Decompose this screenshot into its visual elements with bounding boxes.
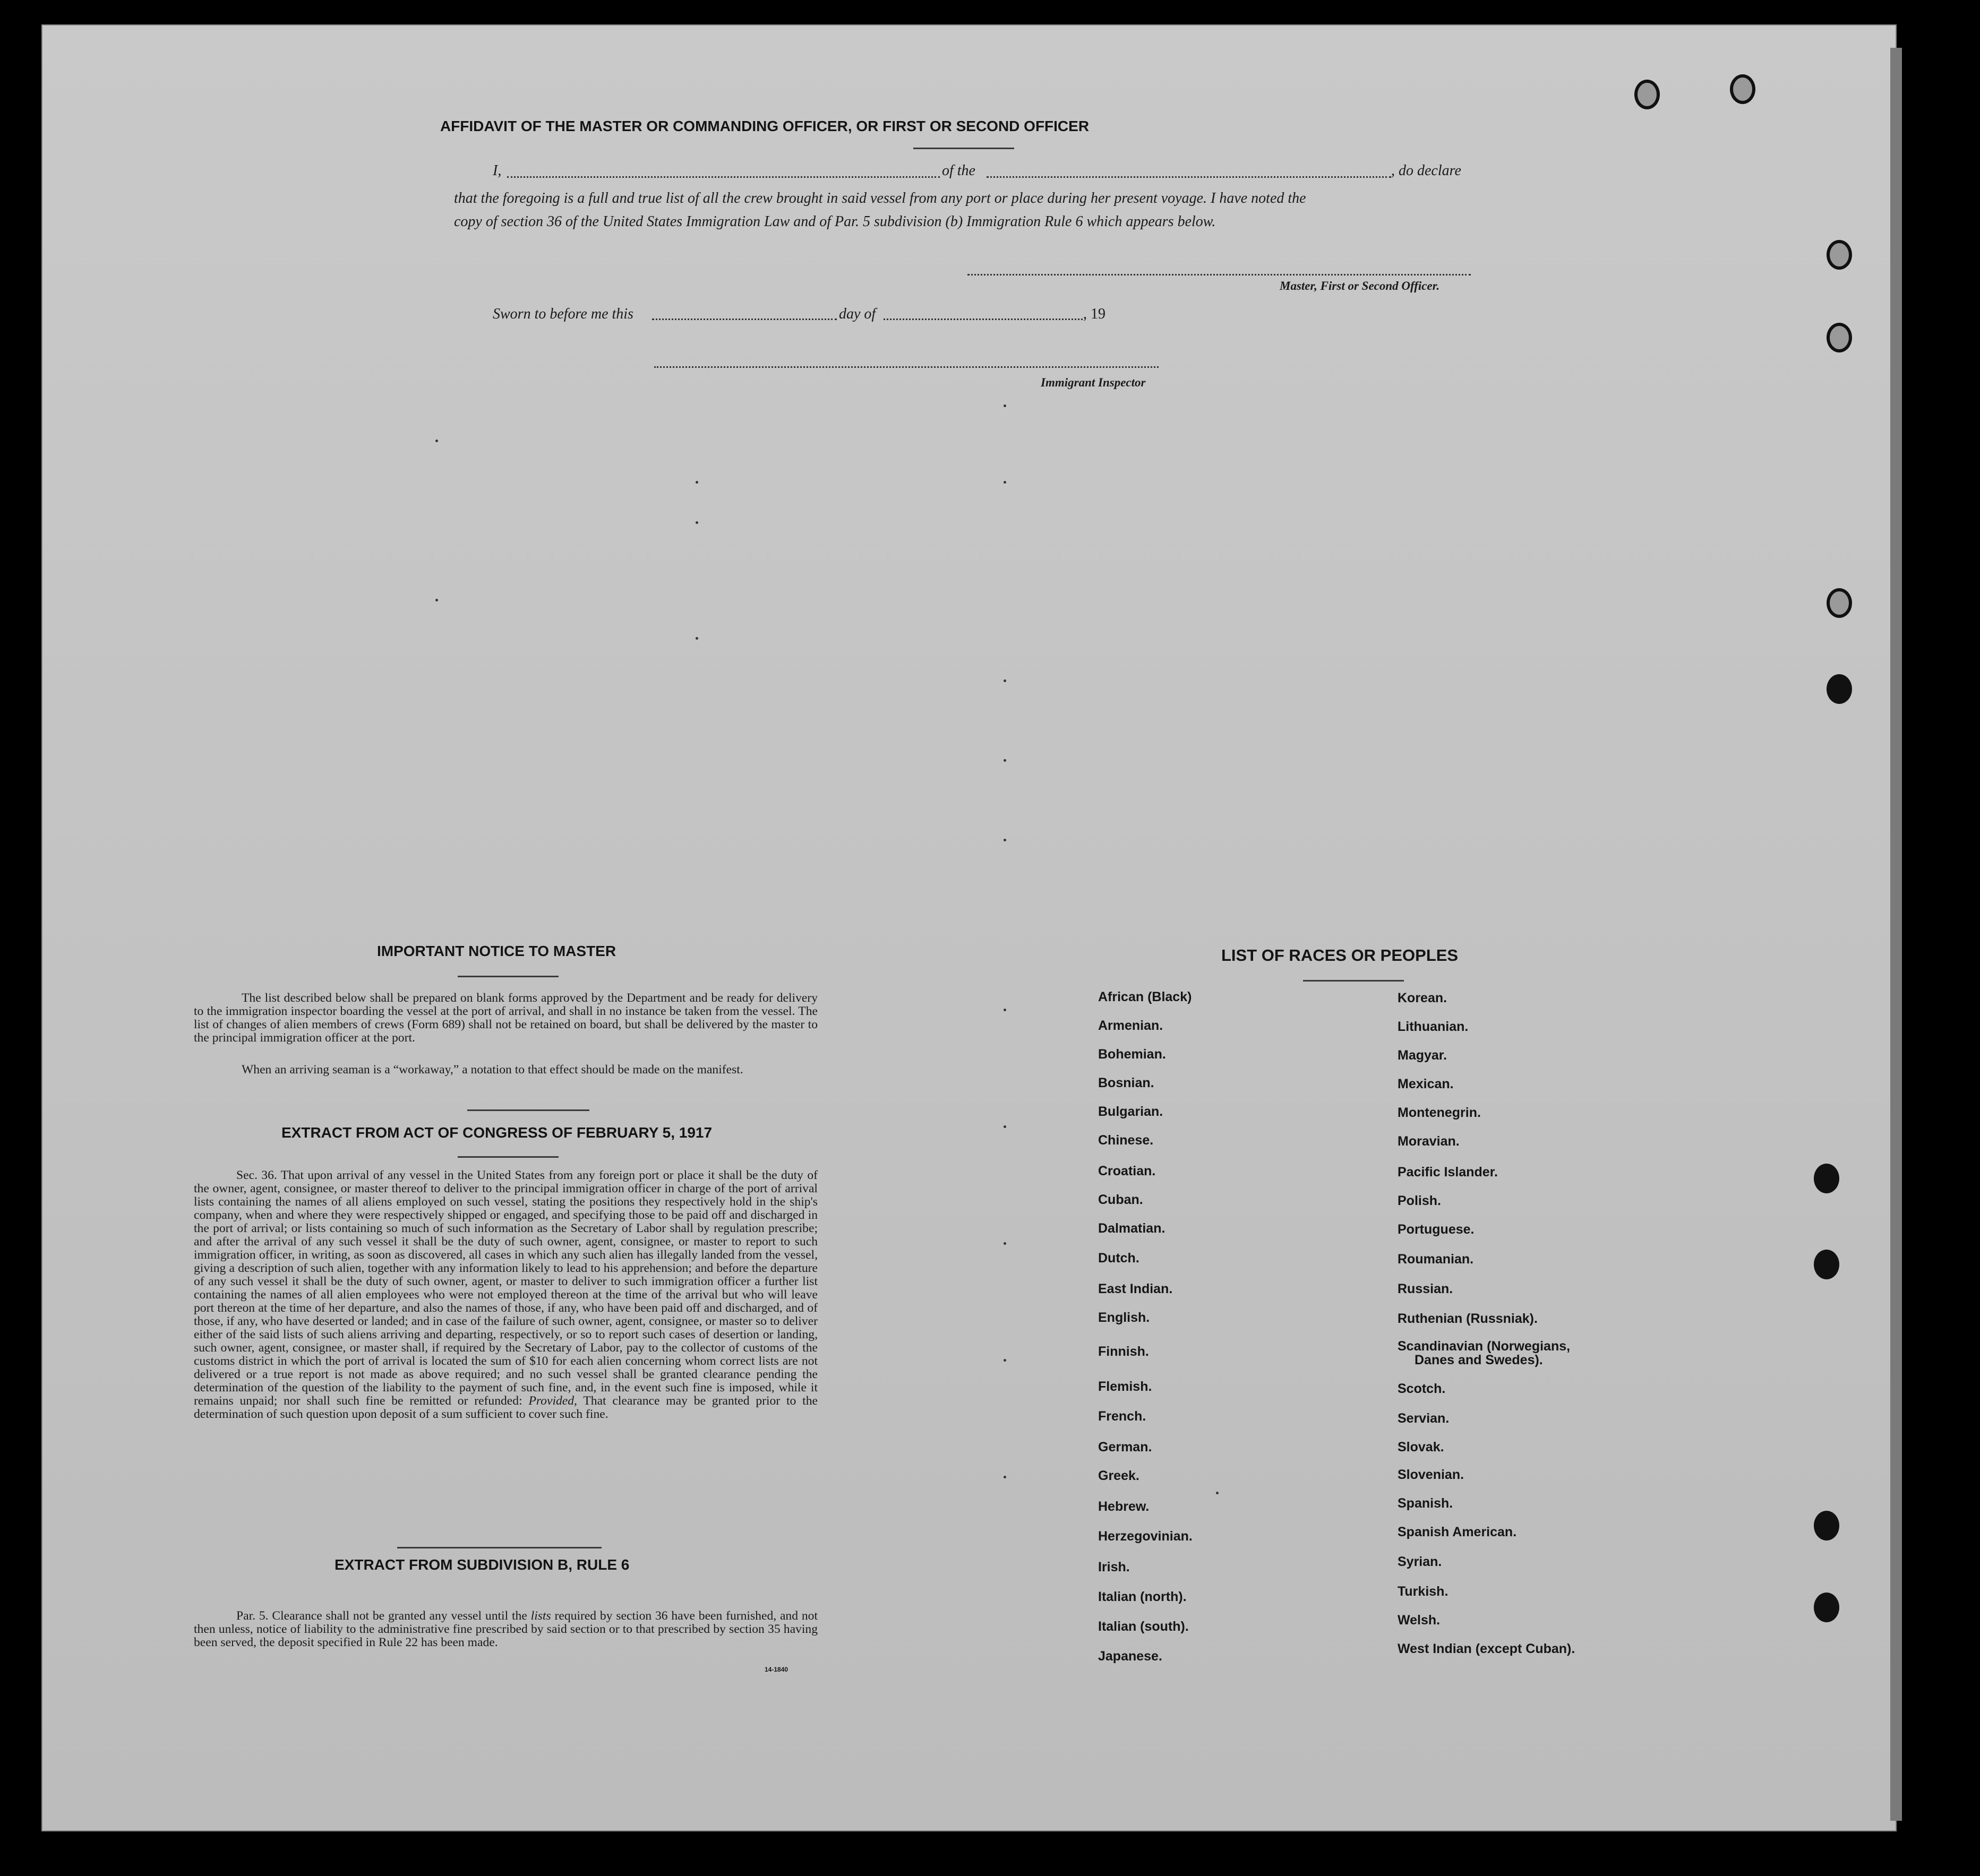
- affidavit-line1-middle: of the: [942, 162, 975, 179]
- binder-hole-icon: [1730, 74, 1755, 104]
- affidavit-title: AFFIDAVIT OF THE MASTER OR COMMANDING OFFICER, OR FIRST OR SECOND OFFICER: [440, 118, 1090, 134]
- divider: [1303, 980, 1404, 982]
- race-list-item: Magyar.: [1398, 1048, 1447, 1063]
- race-list-item: Slovak.: [1398, 1440, 1444, 1455]
- race-list-item: Bulgarian.: [1098, 1104, 1163, 1119]
- act-section-36-text: [194, 1169, 818, 1421]
- race-list-item: Korean.: [1398, 991, 1447, 1005]
- signature-caption: Master, First or Second Officer.: [1280, 279, 1440, 292]
- race-list-item: East Indian.: [1098, 1281, 1173, 1296]
- divider: [467, 1109, 589, 1111]
- race-list-item: French.: [1098, 1409, 1146, 1424]
- race-list-item: Moravian.: [1398, 1134, 1460, 1149]
- speck: [1004, 1359, 1006, 1362]
- race-list-item: African (Black): [1098, 989, 1192, 1004]
- form-number: 14-1840: [765, 1666, 788, 1673]
- section-label: Sec. 36.: [236, 1168, 277, 1182]
- race-list-item: English.: [1098, 1310, 1150, 1325]
- sworn-year: , 19: [1083, 306, 1105, 322]
- binder-hole-icon: [1827, 323, 1852, 352]
- speck: [1004, 481, 1006, 484]
- speck: [1004, 759, 1006, 762]
- rule-text-a: Par. 5. Clearance shall not be granted any vessel until the: [236, 1609, 527, 1623]
- race-list-item: Herzegovinian.: [1098, 1529, 1193, 1544]
- speck: [1004, 1009, 1006, 1011]
- document-sheet: [42, 25, 1896, 1830]
- race-list-item: Montenegrin.: [1398, 1105, 1481, 1120]
- binder-hole-icon: [1814, 1511, 1839, 1541]
- inspector-caption: Immigrant Inspector: [1041, 376, 1146, 389]
- speck: [1004, 679, 1006, 682]
- race-list-item: Bosnian.: [1098, 1075, 1154, 1090]
- divider: [397, 1547, 602, 1548]
- race-list-item: Portuguese.: [1398, 1222, 1475, 1237]
- race-list-item: Syrian.: [1398, 1554, 1442, 1569]
- notice-title: IMPORTANT NOTICE TO MASTER: [377, 943, 616, 959]
- act-extract-title: EXTRACT FROM ACT OF CONGRESS OF FEBRUARY 5, 1917: [281, 1124, 713, 1141]
- race-list-item: Armenian.: [1098, 1018, 1163, 1033]
- race-list-item: Spanish.: [1398, 1496, 1453, 1511]
- binder-hole-icon: [1827, 674, 1852, 704]
- vessel-blank[interactable]: [987, 176, 1391, 178]
- race-list-item: Italian (south).: [1098, 1619, 1189, 1634]
- race-list-item: Japanese.: [1098, 1649, 1162, 1664]
- sworn-day-blank[interactable]: [652, 319, 837, 320]
- proviso-text: That clearance may be granted prior to the determination of such question upon deposit of a sum sufficient to cover such fine.: [194, 1394, 818, 1421]
- speck: [1004, 1476, 1006, 1478]
- speck: [1004, 1242, 1006, 1245]
- binder-hole-icon: [1827, 588, 1852, 618]
- race-list-item: West Indian (except Cuban).: [1398, 1641, 1575, 1656]
- race-list-item: Welsh.: [1398, 1613, 1441, 1628]
- rule-paragraph: [194, 1610, 818, 1649]
- race-list-item: Ruthenian (Russniak).: [1398, 1311, 1538, 1326]
- speck: [435, 599, 438, 601]
- race-list-item: Scandinavian (Norwegians,: [1398, 1339, 1571, 1354]
- binder-hole-icon: [1814, 1250, 1839, 1279]
- race-list-item: Flemish.: [1098, 1379, 1152, 1394]
- race-list-item: Scotch.: [1398, 1381, 1446, 1396]
- race-list-item: Bohemian.: [1098, 1047, 1166, 1062]
- speck: [1004, 839, 1006, 841]
- sworn-day-label: day of: [839, 306, 876, 322]
- race-list-item: Lithuanian.: [1398, 1019, 1469, 1034]
- races-title: LIST OF RACES OR PEOPLES: [1221, 946, 1459, 965]
- race-list-item: Italian (north).: [1098, 1589, 1187, 1604]
- affidavit-line1-suffix: , do declare: [1391, 162, 1461, 179]
- speck: [696, 637, 698, 640]
- race-list-item: Irish.: [1098, 1560, 1130, 1574]
- affidavit-line2: that the foregoing is a full and true list of all the crew brought in said vessel from any port or place during her present voyage. I have noted the: [454, 190, 1306, 206]
- race-list-item: Servian.: [1398, 1411, 1450, 1426]
- speck: [696, 481, 698, 484]
- race-list-item: Croatian.: [1098, 1164, 1156, 1178]
- proviso-label: Provided,: [528, 1394, 577, 1408]
- signature-blank[interactable]: [967, 274, 1471, 276]
- binder-hole-icon: [1827, 240, 1852, 270]
- notice-paragraph-2: When an arriving seaman is a “workaway,” a notation to that effect should be made on the manifest.: [242, 1063, 743, 1077]
- race-list-item: Danes and Swedes).: [1415, 1353, 1543, 1367]
- divider: [458, 976, 559, 977]
- race-list-item: Dalmatian.: [1098, 1221, 1165, 1236]
- race-list-item: Polish.: [1398, 1193, 1441, 1208]
- speck: [1004, 405, 1006, 407]
- race-list-item: Spanish American.: [1398, 1525, 1517, 1539]
- binder-hole-icon: [1814, 1164, 1839, 1193]
- affidavit-line1-prefix: I,: [493, 162, 502, 179]
- name-blank[interactable]: [507, 176, 940, 178]
- race-list-item: Finnish.: [1098, 1344, 1149, 1359]
- rule-text-b: required by section 36 have been furnished, and not then unless, notice of liability to the administrative fine prescribed by said section or to that prescribed by section 35 having been served, the deposit specified in Rule 22 has been made.: [194, 1609, 818, 1649]
- sworn-month-blank[interactable]: [884, 319, 1083, 320]
- race-list-item: Hebrew.: [1098, 1499, 1150, 1514]
- rule-text-lists: lists: [530, 1609, 551, 1623]
- affidavit-line3: copy of section 36 of the United States Immigration Law and of Par. 5 subdivision (b) Immigration Rule 6 which appears below.: [454, 213, 1216, 230]
- rule-extract-title: EXTRACT FROM SUBDIVISION B, RULE 6: [335, 1556, 630, 1573]
- section-body: That upon arrival of any vessel in the United States from any foreign port or place it shall be the duty of the owner, agent, consignee, or master thereof to deliver to the principal immigration officer in charge of the port of arrival lists containing the names of all aliens employed on such vessel, stating the positions they respectively hold in the ship's company, when and where they were respectively shipped or engaged, and specifying those to be paid off and discharged in the port of arrival; or lists containing so much of such information as the Secretary of Labor shall by regulation prescribe; and after the arrival of any such vessel it shall be the duty of such owner, agent, consignee, or master to report to such immigration officer, in writing, as soon as discovered, all cases in which any such alien has illegally landed from the vessel, giving a description of such alien, together with any information likely to lead to his apprehension; and before the departure of any such vessel it shall be the duty of such owner, agent, or master to deliver to such immigration officer a further list containing the names of all alien employees who were not employed thereon at the time of the arrival but who will leave port thereon at the time of her departure, and also the names of those, if any, who have been paid off and discharged, and of those, if any, who have deserted or landed; and in case of the failure of such owner, agent, consignee, or master so to deliver either of the said lists of such aliens arriving and departing, respectively, or so to report such cases of desertion or landing, such owner, agent, consignee, or master shall, if required by the Secretary of Labor, pay to the collector of customs of the customs district in which the port of arrival is located the sum of $10 for each alien concerning whom correct lists are not delivered or a true report is not made as above required; and no such vessel shall be granted clearance pending the determination of the question of the liability to the payment of such fine, and, in the event such fine is imposed, while it remains unpaid; nor shall such fine be remitted or refunded:: [194, 1168, 818, 1408]
- divider: [913, 148, 1014, 149]
- speck: [435, 440, 438, 442]
- race-list-item: Slovenian.: [1398, 1467, 1464, 1482]
- race-list-item: Cuban.: [1098, 1192, 1143, 1207]
- race-list-item: Mexican.: [1398, 1077, 1454, 1091]
- sworn-prefix: Sworn to before me this: [493, 306, 633, 322]
- inspector-signature-blank[interactable]: [654, 366, 1159, 368]
- divider: [458, 1156, 559, 1158]
- speck: [1004, 1125, 1006, 1128]
- race-list-item: Greek.: [1098, 1468, 1139, 1483]
- speck: [1216, 1492, 1219, 1494]
- binder-hole-icon: [1814, 1593, 1839, 1622]
- race-list-item: Pacific Islander.: [1398, 1165, 1498, 1180]
- race-list-item: Dutch.: [1098, 1251, 1139, 1266]
- notice-paragraph-1: The list described below shall be prepared on blank forms approved by the Department and be ready for delivery to the immigration inspector boarding the vessel at the port of arrival, and shall in no instance be taken from the vessel. The list of changes of alien members of crews (Form 689) shall not be retained on board, but shall be delivered by the master to the principal immigration officer at the port.: [194, 991, 818, 1045]
- race-list-item: Roumanian.: [1398, 1252, 1474, 1267]
- race-list-item: German.: [1098, 1440, 1152, 1455]
- race-list-item: Russian.: [1398, 1281, 1453, 1296]
- race-list-item: Turkish.: [1398, 1584, 1448, 1599]
- page-edge-shadow: [1890, 48, 1902, 1821]
- speck: [696, 521, 698, 524]
- race-list-item: Chinese.: [1098, 1133, 1154, 1148]
- binder-hole-icon: [1634, 80, 1660, 109]
